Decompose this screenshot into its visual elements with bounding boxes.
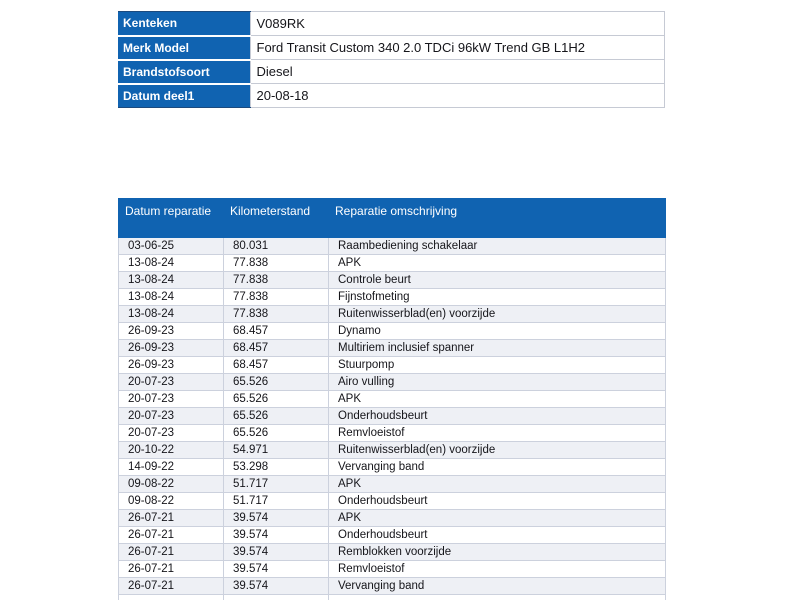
- table-row: [119, 340, 666, 357]
- mileage-cell: 68.457: [224, 323, 329, 340]
- repair-date-cell: 03-06-25: [119, 238, 224, 255]
- repair-date-cell: 26-07-21: [119, 544, 224, 561]
- mileage-cell: 65.526: [224, 391, 329, 408]
- repair-description-cell: Vervanging band: [329, 459, 666, 476]
- repair-date-cell: 14-09-22: [119, 459, 224, 476]
- vehicle-info-table: [118, 11, 665, 108]
- repair-description-cell: Onderhoudsbeurt: [329, 493, 666, 510]
- table-row: [119, 476, 666, 493]
- info-row-merk-model: [118, 36, 665, 60]
- repair-description-cell: Onderhoudsbeurt: [329, 527, 666, 544]
- repair-description-cell: Multiriem inclusief spanner: [329, 340, 666, 357]
- mileage-cell: 77.838: [224, 272, 329, 289]
- repair-date-cell: 13-08-24: [119, 306, 224, 323]
- repair-description-cell: Remblokken voorzijde: [329, 544, 666, 561]
- repair-description-cell: Airo vulling: [329, 374, 666, 391]
- repair-date-cell: 20-07-23: [119, 408, 224, 425]
- mileage-cell: 39.574: [224, 578, 329, 595]
- repair-date-cell: 09-08-22: [119, 493, 224, 510]
- history-header-row: [119, 199, 666, 238]
- mileage-cell: 68.457: [224, 340, 329, 357]
- header-reparatie-omschrijving: Reparatie omschrijving: [329, 199, 666, 238]
- mileage-cell: 77.838: [224, 306, 329, 323]
- repair-date-cell: 26-09-23: [119, 340, 224, 357]
- table-row: [119, 255, 666, 272]
- repair-description-cell: Ruitenwisserblad(en) voorzijde: [329, 306, 666, 323]
- table-row: [119, 238, 666, 255]
- table-row: [119, 527, 666, 544]
- repair-description-cell: APK: [329, 255, 666, 272]
- info-value-merk-model: Ford Transit Custom 340 2.0 TDCi 96kW Trend GB L1H2: [250, 36, 665, 60]
- table-row: [119, 289, 666, 306]
- repair-date-cell: 26-09-23: [119, 357, 224, 374]
- repair-description-cell: Raambediening schakelaar: [329, 238, 666, 255]
- repair-date-cell: 26-07-21: [119, 578, 224, 595]
- table-row: [119, 374, 666, 391]
- info-row-datum-deel1: [118, 84, 665, 108]
- mileage-cell: 39.574: [224, 527, 329, 544]
- mileage-cell: 77.838: [224, 255, 329, 272]
- table-row: [119, 578, 666, 595]
- table-row: [119, 493, 666, 510]
- repair-description-cell: Stuurpomp: [329, 357, 666, 374]
- table-row: [119, 442, 666, 459]
- repair-date-cell: 13-08-24: [119, 272, 224, 289]
- repair-description-cell: Controle beurt: [329, 272, 666, 289]
- mileage-cell: 39.574: [224, 561, 329, 578]
- mileage-cell: 53.298: [224, 459, 329, 476]
- table-row: [119, 391, 666, 408]
- repair-date-cell: 13-08-24: [119, 255, 224, 272]
- table-row: [119, 408, 666, 425]
- empty-cell: [224, 595, 329, 600]
- info-label-merk-model: Merk Model: [118, 36, 250, 60]
- repair-description-cell: Remvloeistof: [329, 425, 666, 442]
- mileage-cell: 65.526: [224, 425, 329, 442]
- repair-description-cell: APK: [329, 391, 666, 408]
- info-row-kenteken: [118, 12, 665, 36]
- mileage-cell: 51.717: [224, 476, 329, 493]
- info-label-datum-deel1: Datum deel1: [118, 84, 250, 108]
- table-row: [119, 357, 666, 374]
- mileage-cell: 65.526: [224, 374, 329, 391]
- repair-date-cell: 20-07-23: [119, 374, 224, 391]
- repair-description-cell: Onderhoudsbeurt: [329, 408, 666, 425]
- repair-date-cell: 20-10-22: [119, 442, 224, 459]
- mileage-cell: 77.838: [224, 289, 329, 306]
- repair-description-cell: Ruitenwisserblad(en) voorzijde: [329, 442, 666, 459]
- repair-description-cell: APK: [329, 476, 666, 493]
- repair-description-cell: Fijnstofmeting: [329, 289, 666, 306]
- empty-cell: [119, 595, 224, 600]
- mileage-cell: 65.526: [224, 408, 329, 425]
- repair-description-cell: Dynamo: [329, 323, 666, 340]
- info-label-brandstofsoort: Brandstofsoort: [118, 60, 250, 84]
- repair-date-cell: 09-08-22: [119, 476, 224, 493]
- repair-date-cell: 26-07-21: [119, 527, 224, 544]
- info-label-kenteken: Kenteken: [118, 12, 250, 36]
- repair-date-cell: 26-07-21: [119, 510, 224, 527]
- mileage-cell: 80.031: [224, 238, 329, 255]
- table-row: [119, 272, 666, 289]
- table-row: [119, 561, 666, 578]
- history-table-body: [119, 238, 666, 600]
- table-row: [119, 544, 666, 561]
- repair-date-cell: 26-09-23: [119, 323, 224, 340]
- info-value-kenteken: V089RK: [250, 12, 665, 36]
- repair-date-cell: 26-07-21: [119, 561, 224, 578]
- info-value-datum-deel1: 20-08-18: [250, 84, 665, 108]
- table-row: [119, 510, 666, 527]
- table-row: [119, 459, 666, 476]
- mileage-cell: 39.574: [224, 544, 329, 561]
- empty-cell: [329, 595, 666, 600]
- mileage-cell: 39.574: [224, 510, 329, 527]
- repair-date-cell: 20-07-23: [119, 391, 224, 408]
- table-row: [119, 306, 666, 323]
- mileage-cell: 54.971: [224, 442, 329, 459]
- repair-history-table: [118, 198, 666, 600]
- table-row: [119, 425, 666, 442]
- mileage-cell: 68.457: [224, 357, 329, 374]
- header-datum-reparatie: Datum reparatie: [119, 199, 224, 238]
- repair-description-cell: Vervanging band: [329, 578, 666, 595]
- table-row: [119, 323, 666, 340]
- info-row-brandstofsoort: [118, 60, 665, 84]
- repair-date-cell: 20-07-23: [119, 425, 224, 442]
- repair-date-cell: 13-08-24: [119, 289, 224, 306]
- repair-description-cell: APK: [329, 510, 666, 527]
- repair-description-cell: Remvloeistof: [329, 561, 666, 578]
- header-kilometerstand: Kilometerstand: [224, 199, 329, 238]
- table-row-partial-empty: [119, 595, 666, 600]
- info-value-brandstofsoort: Diesel: [250, 60, 665, 84]
- mileage-cell: 51.717: [224, 493, 329, 510]
